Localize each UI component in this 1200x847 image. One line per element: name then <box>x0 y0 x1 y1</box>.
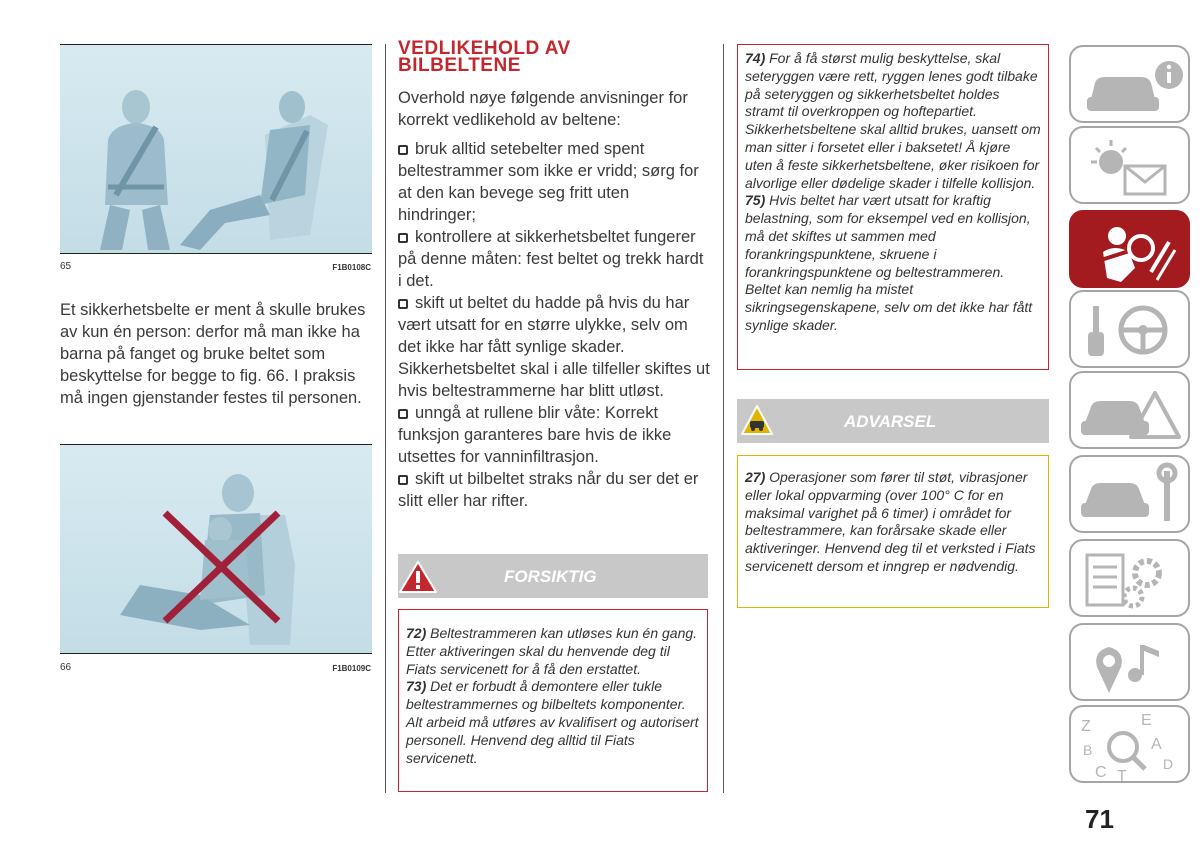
tab-dashboard-lights[interactable] <box>1069 126 1190 204</box>
specs-gears-icon <box>1071 541 1192 619</box>
checkbox-bullet-icon <box>398 145 408 155</box>
car-warning-icon <box>740 404 774 438</box>
car-info-icon <box>1071 47 1192 125</box>
warning-banner <box>737 399 1049 443</box>
caution-title: FORSIKTIG <box>504 567 597 586</box>
checkbox-bullet-icon <box>398 409 408 419</box>
figure-66-image <box>60 445 372 653</box>
note-item: 75) Hvis beltet har vært utsatt for kraftig belastning, som for eksempel ved en kollisjon, må det skiftes ut sammen med forankringspunktene, skruene i forankringspunktene og beltestrammeren. Beltet kan nemlig ha mistet sikringsegenskapene, selv om det ikke har fått synlige skader. <box>745 192 1033 333</box>
tab-maintenance[interactable] <box>1069 455 1190 533</box>
note-item: 74) For å få størst mulig beskyttelse, skal seteryggen være rett, ryggen lenes godt tilbake på seteryggen og sikkerhetsbeltet holdes stramt til overkroppen og hoftepartiet. Sikkerhetsbeltene skal alltid brukes, uansett om man sitter i forsetet eller i baksetet! Å kjøre uten å feste sikkerhetsbeltene, øker risikoen for alvorlige eller dødelige skader i tilfelle kollisjon. <box>745 50 1041 191</box>
index-letter: Z <box>1081 718 1091 735</box>
figure-65-image <box>60 45 372 253</box>
bullet-item: skift ut beltet du hadde på hvis du har vært utsatt for en større ulykke, selv om det ikke har fått synlige skader. Sikkerhetsbeltet skal i alle tilfeller skiftes ut hvis beltestrammerne har blitt utløst. <box>398 294 710 400</box>
airbag-seat-icon <box>1071 212 1192 290</box>
car-wrench-icon <box>1071 457 1192 535</box>
figure-bottom-rule <box>60 253 372 254</box>
figure-code: F1B0109C <box>332 664 371 673</box>
warning-triangle-icon <box>398 560 438 594</box>
bullet-item: bruk alltid setebelter med spent beltestrammer som ikke er vridd; sørg for at den kan bevege seg fritt uten hindringer; <box>398 140 699 224</box>
bullet-item: unngå at rullene blir våte: Korrekt funksjon garanteres bare hvis de ikke utsettes for vanninfiltrasjon. <box>398 404 672 466</box>
note-item: 27) Operasjoner som fører til støt, vibrasjoner eller lokal oppvarming (over 100° C for en maksimal varighet på 6 timer) i området for beltestrammere, kan forårsake skade eller aktiveringer. Henvend deg til et verksted i Fiats servicenett dersom et inngrep er nødvendig. <box>745 469 1036 574</box>
bullet-item: skift ut bilbeltet straks når du ser det er slitt eller har rifter. <box>398 470 699 510</box>
figure-number: 66 <box>60 662 72 673</box>
column-divider <box>723 44 724 793</box>
child-on-lap-illustration <box>60 445 372 653</box>
checkbox-bullet-icon <box>398 475 408 485</box>
caution-banner <box>398 554 708 598</box>
figure-bottom-rule <box>60 653 372 654</box>
col1-paragraph: Et sikkerhetsbelte er ment å skulle brukes av kun én person: derfor må man ikke ha barna på fanget og bruke beltet som beskyttelse for begge to fig. 66. I praksis må ingen gjenstander festes til personen. <box>60 301 366 407</box>
index-letter: E <box>1141 712 1152 729</box>
page-number: 71 <box>1085 804 1114 834</box>
tab-index[interactable] <box>1069 705 1190 783</box>
warning-lights-icon <box>1071 128 1192 206</box>
checkbox-bullet-icon <box>398 233 408 243</box>
note-item: 72) Beltestrammeren kan utløses kun én gang. Etter aktiveringen skal du henvende deg til Fiats servicenett for å få den erstattet. <box>406 625 698 677</box>
bullet-item: kontrollere at sikkerhetsbeltet fungerer på denne måten: fest beltet og trekk hardt i det. <box>398 228 704 290</box>
figure-code: F1B0108C <box>332 263 371 272</box>
intro-text: Overhold nøye følgende anvisninger for korrekt vedlikehold av beltene: <box>398 89 688 129</box>
section-heading: VEDLIKEHOLD AV BILBELTENE <box>398 38 571 76</box>
column-divider <box>385 44 386 793</box>
index-letter: A <box>1151 736 1162 753</box>
tab-starting-driving[interactable] <box>1069 290 1190 368</box>
alphabet-index-icon <box>1071 707 1192 785</box>
car-emergency-icon <box>1071 373 1192 451</box>
tab-car-info[interactable] <box>1069 45 1190 123</box>
index-letter: B <box>1083 742 1093 758</box>
key-steering-icon <box>1071 292 1192 370</box>
col2-body <box>398 87 710 512</box>
index-letter: T <box>1117 768 1127 785</box>
notes-box <box>737 44 1049 370</box>
tab-safety[interactable] <box>1069 210 1190 288</box>
index-letter: D <box>1163 756 1174 772</box>
warning-notes-box <box>737 455 1049 608</box>
checkbox-bullet-icon <box>398 299 408 309</box>
tab-technical-data[interactable] <box>1069 539 1190 617</box>
warning-title: ADVARSEL <box>844 412 937 431</box>
note-item: 73) Det er forbudt å demontere eller tukle beltestrammernes og bilbeltets komponenter. Alt arbeid må utføres av kvalifisert og autorisert personell. Henvend deg alltid til Fiats servicenett. <box>406 678 699 766</box>
seatbelt-illustration <box>60 45 372 253</box>
tab-multimedia[interactable] <box>1069 623 1190 701</box>
multimedia-icon <box>1071 625 1192 703</box>
figure-number: 65 <box>60 261 72 272</box>
caution-notes-box <box>398 609 708 792</box>
index-letter: C <box>1095 764 1107 781</box>
tab-emergency[interactable] <box>1069 371 1190 449</box>
